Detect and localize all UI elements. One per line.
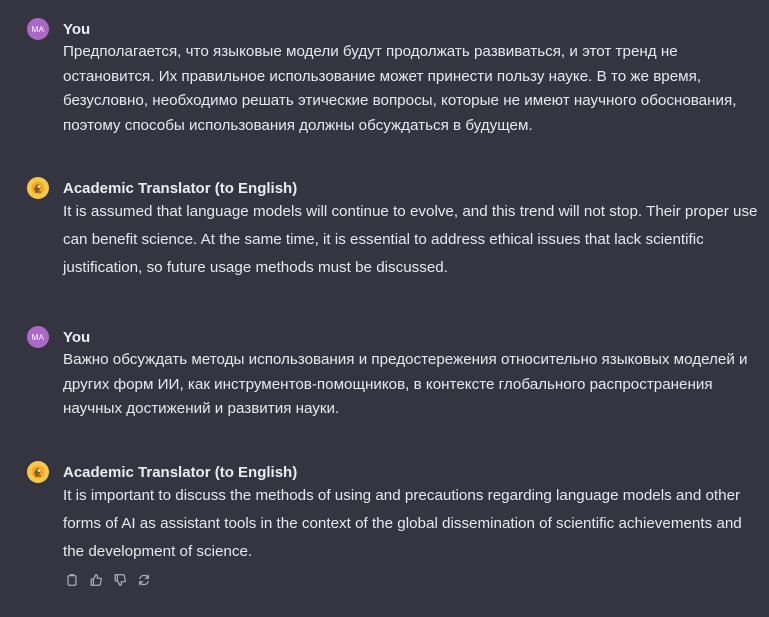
message-header	[27, 326, 759, 348]
message-user	[27, 326, 759, 422]
copy-icon[interactable]	[64, 572, 79, 587]
message-header	[27, 177, 759, 199]
thumbs-up-icon[interactable]	[88, 572, 103, 587]
translator-bot-icon	[27, 461, 49, 483]
message-assistant	[27, 461, 759, 587]
thumbs-down-icon[interactable]	[112, 572, 127, 587]
avatar-initials: MA	[31, 24, 45, 34]
author-name: Academic Translator (to English)	[63, 179, 298, 197]
avatar-initials: MA	[31, 332, 45, 342]
message-header	[27, 461, 759, 483]
author-name: Academic Translator (to English)	[63, 463, 298, 481]
user-avatar	[27, 18, 49, 40]
message-text: Важно обсуждать методы использования и предостережения относительно языковых моделей и других форм ИИ, как инструментов-помощников, в контексте глобального распространения научных достижений и развития науки.	[63, 351, 748, 417]
author-name: You	[63, 20, 91, 38]
message-text: Предполагается, что языковые модели будут продолжать развиваться, и этот тренд не остановится. Их правильное использование может принести пользу науке. В то же время, безусловно, необходимо решать этические вопросы, которые не имеют научного обоснования, поэтому способы использования должны обсуждаться в будущем.	[63, 43, 737, 134]
translator-bot-icon	[27, 177, 49, 199]
message-user	[27, 18, 759, 138]
message-header	[27, 18, 759, 40]
regenerate-icon[interactable]	[136, 572, 151, 587]
message-assistant	[27, 177, 759, 282]
message-text: It is assumed that language models will continue to evolve, and this trend will not stop. Their proper use can benefit science. At the same time, it is essential to address ethical issues that lack scientific justification, so future usage methods must be discussed.	[63, 203, 758, 276]
message-text: It is important to discuss the methods of using and precautions regarding language models and other forms of AI as assistant tools in the context of the global dissemination of scientific achievements and the development of science.	[63, 487, 742, 560]
message-actions	[64, 572, 759, 587]
user-avatar	[27, 326, 49, 348]
author-name: You	[63, 328, 91, 346]
